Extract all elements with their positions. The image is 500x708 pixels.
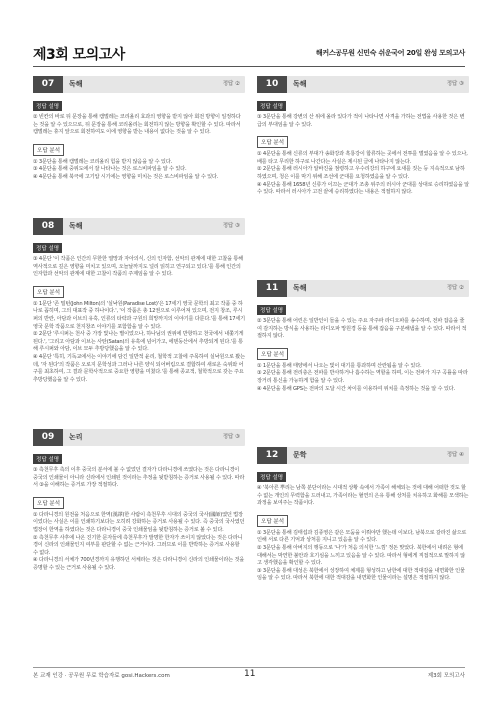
answer-explanation-badge: 정답 설명 [33, 454, 62, 464]
question-category: 논리 [69, 433, 83, 441]
answer-explanation-badge: 정답 설명 [33, 243, 62, 253]
wrong-answer-badge: 오답 분석 [33, 286, 64, 298]
wrong-answer-text: ① 1문단 '존 밀턴(John Milton)의 '실낙원(Paradise Lost)'은 17세기 영국 문학의 최고 작품 중 하나로 꼽히며, 그의 대표작 중 하나이다.', '이 작품은 총 12권으로 이루어져 있으며, 전지 창조, 루시퍼의 반란, 아담과 이브의 유혹, 인류의 타락과 구원의 희망까지의 이야기를 다룬다.'를 통해 17세기 영국 문학 작품으로 천지창조 이야기를 포함함을 알 수 있다. ② 2문단 '루시퍼는 천사 중 가장 빛나는 별이었으나, 하나님의 권위에 반항하고 천국에서 내쫓기게 된다.', '그리고 아담과 이브는 사탄(Satan)의 유혹에 넘어가고, 에덴동산에서 추방되게 된다.'를 통해 루시퍼와 아담, 이브 모두 추방당했음을 알 수 있다. ④ 4문단 '특히, 기독교에서는 이야기에 담긴 일반적 윤리, 철학적 고찰에 주목하여 실낙원으로 봤는데, '자 된다'의 작품은 오로지 문학성과 그러나 나른 양식 되어버림으로 결합하여 새로운 숙위와 어구를 최초하여, 그 결과 문학사적으로 중요한 영향을 미쳤다.'를 통해 종교적, 철학적으로 갖는 주요 추방당했음을 알 수 있다. [33, 300, 245, 383]
answer-explanation-text: ② 빈칸의 바로 뒤 문장을 통해 캠벌레는 코리올리 효과의 영향을 받지 않아 회전 방향이 일정하다는 것을 알 수 있으므로, 뒤 문장을 통해 코리올리는 회전하지 않는 방향을 확인할 수 있다. 따라서 캠벌레는 휴지 앞으로 회전하여도 이에 영향을 받는 내용이 없다는 것을 알 수 있다. [33, 114, 241, 136]
question-header [33, 429, 245, 446]
question-answer: 정답 ④ [446, 452, 464, 458]
page-number: 11 [244, 669, 256, 679]
answer-explanation-badge: 정답 설명 [257, 305, 286, 315]
question-answer: 정답 ③ [222, 223, 240, 229]
question-category: 독해 [69, 80, 83, 88]
answer-explanation-text: ④ '북아른 뿌리는 남쪽 분단이라는 시대적 상황 속에서 가족이 해체되는 것에 대해 어떠한 것도 할 수 없는 개인의 무력함을 드러내고, 가족이라는 혈연의 은유 통해 상처를 치유하고 화해를 모색하는 과정을 보여주는 작품이다. [257, 485, 469, 507]
question-category: 독해 [69, 222, 83, 230]
footer-section-title: 제3회 모의고사 [427, 673, 465, 679]
question-08-section [33, 218, 245, 384]
wrong-answer-badge: 오답 분석 [33, 497, 64, 509]
question-07-section [33, 76, 245, 182]
question-category: 문학 [293, 451, 307, 459]
question-header [257, 447, 469, 464]
question-header [33, 76, 245, 93]
wrong-answer-badge: 오답 분석 [257, 515, 288, 527]
question-number: 08 [33, 218, 63, 235]
footer-publisher-link: 본 교재 인강 · 공무원 무료 학습자료 gosi.Hackers.com [33, 673, 170, 679]
answer-explanation-badge: 정답 설명 [33, 101, 62, 111]
page-title: 제3회 모의고사 [33, 47, 125, 63]
question-number: 09 [33, 429, 63, 446]
footer-divider [33, 667, 465, 668]
question-number: 07 [33, 76, 63, 93]
book-subtitle: 해커스공무원 신민숙 쉬운국어 20일 완성 모의고사 [315, 49, 465, 57]
question-header [257, 76, 469, 93]
question-category: 독해 [293, 284, 307, 292]
wrong-answer-badge: 오답 분석 [257, 136, 288, 148]
page-header [33, 44, 465, 64]
wrong-answer-text: ① 4문단을 통해 신류의 부대가 송화강과 흑룡강이 합류하는 곳에서 전투를 벌였음을 알 수 있으나, 배를 타고 무리한 하구로 나간다는 사실은 제시된 글에 나타나지 않는다. ② 2문단을 통해 러시아가 알바진을 점령하고 우수리강의 하구에 요새를 짓는 등 지속적으로 남하하였으며, 청은 이를 막기 위해 조선에 군대를 요청하였음을 알 수 있다. ④ 4문단을 통해 1658년 신류가 이끄는 군대가 조총 위주의 러시아 군대를 상대로 승리하였음을 알 수 있다. 따라서 러시아가 고전 끝에 승리하였다는 내용은 적절하지 않다. [257, 151, 469, 196]
answer-explanation-text: ③ 측천무후 측의 이후 중국의 분서에 볼 수 없었던 결자가 다라니경에 쓰였다는 것은 다라니경이 중국의 인쇄물이 아니라 신라에서 인쇄된 것이라는 추정을 뒷받침하는 증거로 사용될 수 있다. 따라서 ③을 이해하는 증거로 가장 적절하다. [33, 467, 245, 489]
answer-explanation-text: ② 3문단을 통해 어린은 일반인이 들을 수 있는 주요 자주파 라디오파를 송수하며, 전파 잡음을 줄여 감지하는 방식을 사용하는 라디오파 망원경 등을 통해 잡음을 구분해냄을 알 수 있다. 따라서 적절하지 않다. [257, 318, 467, 340]
question-answer: 정답 ② [446, 285, 464, 291]
question-answer: 정답 ③ [222, 434, 240, 440]
answer-explanation-badge: 정답 설명 [257, 101, 286, 111]
wrong-answer-badge: 오답 분석 [33, 144, 64, 156]
question-12-section [257, 447, 469, 583]
question-number: 10 [257, 76, 287, 93]
question-header [33, 218, 245, 235]
question-answer: 정답 ② [222, 81, 240, 87]
wrong-answer-text: ① 3문단을 통해 캠벌레는 코리올리 힘을 받지 않음을 알 수 있다. ③ 4문단을 통해 중위도에서 잘 나타나는 것은 로스비파임을 알 수 있다. ④ 4문단을 통해 북극에 고기압 시기에는 영향을 미치는 것은 로스비파임을 알 수 있다. [33, 158, 219, 180]
question-answer: 정답 ③ [446, 81, 464, 87]
answer-explanation-badge: 정답 설명 [257, 472, 286, 482]
question-10-section [257, 76, 469, 197]
question-header [257, 280, 469, 297]
wrong-answer-text: ① 3문단을 통해 김태섭과 김종영은 같은 모둠을 이뤄야만 했는데 이보다, 남북으로 갈라진 삶으로 인해 서로 다른 기억과 상처를 지니고 있음을 알 수 있다. ② 3문단을 통해 아버지의 행동으로 '나'가 처음 의식한 '느낌' 정돈 맞았다. 북한에서 내려온 형에 대해서는 막연한 불안과 호기심을 느끼고 있음을 알 수 있다. 따라서 형에게 직접적으로 말하지 않고 생각했음을 확인할 수 있다. ③ 3문단을 통해 대성은 북한에서 성장하여 체제를 형성하고 남한에 대한 적대감을 내면화한 인물임을 알 수 있다. 따라서 북한에 대한 적대감을 내면화한 인물이라는 설명은 적절하지 않다. [257, 529, 467, 582]
question-number: 11 [257, 280, 287, 297]
wrong-answer-text: ① 다라니경의 원전을 처음으로 한역(漢譯)한 사람이 측천무후 시대의 중국의 국사(國師)였던 법장이었다는 사실은 이를 인쇄하기보다는 오히려 강화하는 증거로 사용될 수 있다. 즉 중국의 국사였던 법장이 한역을 하였다는 것은 다라니경이 중국 인쇄물임을 뒷받침하는 증거로 볼 수 있다. ② 측천무후 사후에 나온 진기한 문자들에 측천무후가 발명한 한자가 쓰이지 않았다는 것은 다라니경이 신라의 인쇄물인지 여부를 판단할 수 없는 근거이다. 그러므로 이를 반박하는 증거로 사용할 수 없다. ④ 다라니경의 서체가 700년경까지 유행하던 서체라는 것은 다라니경이 신라의 인쇄물이라는 것을 증명할 수 있는 근거로 사용될 수 있다. [33, 511, 245, 571]
question-11-section [257, 280, 469, 393]
wrong-answer-badge: 오답 분석 [257, 348, 288, 360]
header-divider [33, 66, 465, 67]
wrong-answer-text: ① 1문단을 통해 태양에서 나오는 빛이 대기를 통과하며 산란됨을 알 수 있다. ③ 2문단을 통해 전리층은 전파를 반사하거나 흡수하는 역할을 하며, 이는 전파가 지구 곡률을 따라 장거리 통신을 가능하게 함을 알 수 있다. ④ 4문단을 통해 GPS는 전파의 도달 시간 차이를 이용하여 위치를 측정하는 것을 알 수 있다. [257, 362, 468, 392]
question-category: 독해 [293, 80, 307, 88]
answer-explanation-text: ③ 4문단 '이 작품은 인간의 무한한 열망과 자아의식, 신의 인자함, 선악의 관계에 대한 고찰을 통해 역사적으로 깊은 영향을 미치고 있으며, 오늘날까지도 널리 읽히고 연구되고 있다.'를 통해 인간의 인자함과 선악의 관계에 대한 고찰이 작품의 주제임을 알 수 있다. [33, 256, 243, 278]
question-number: 12 [257, 447, 287, 464]
answer-explanation-text: ③ 3문단을 통해 강변의 산 위에 올라 있다가 적이 나타나면 사격을 가하는 전법을 사용한 것은 변급의 부대임을 알 수 있다. [257, 114, 465, 128]
question-09-section [33, 429, 245, 573]
